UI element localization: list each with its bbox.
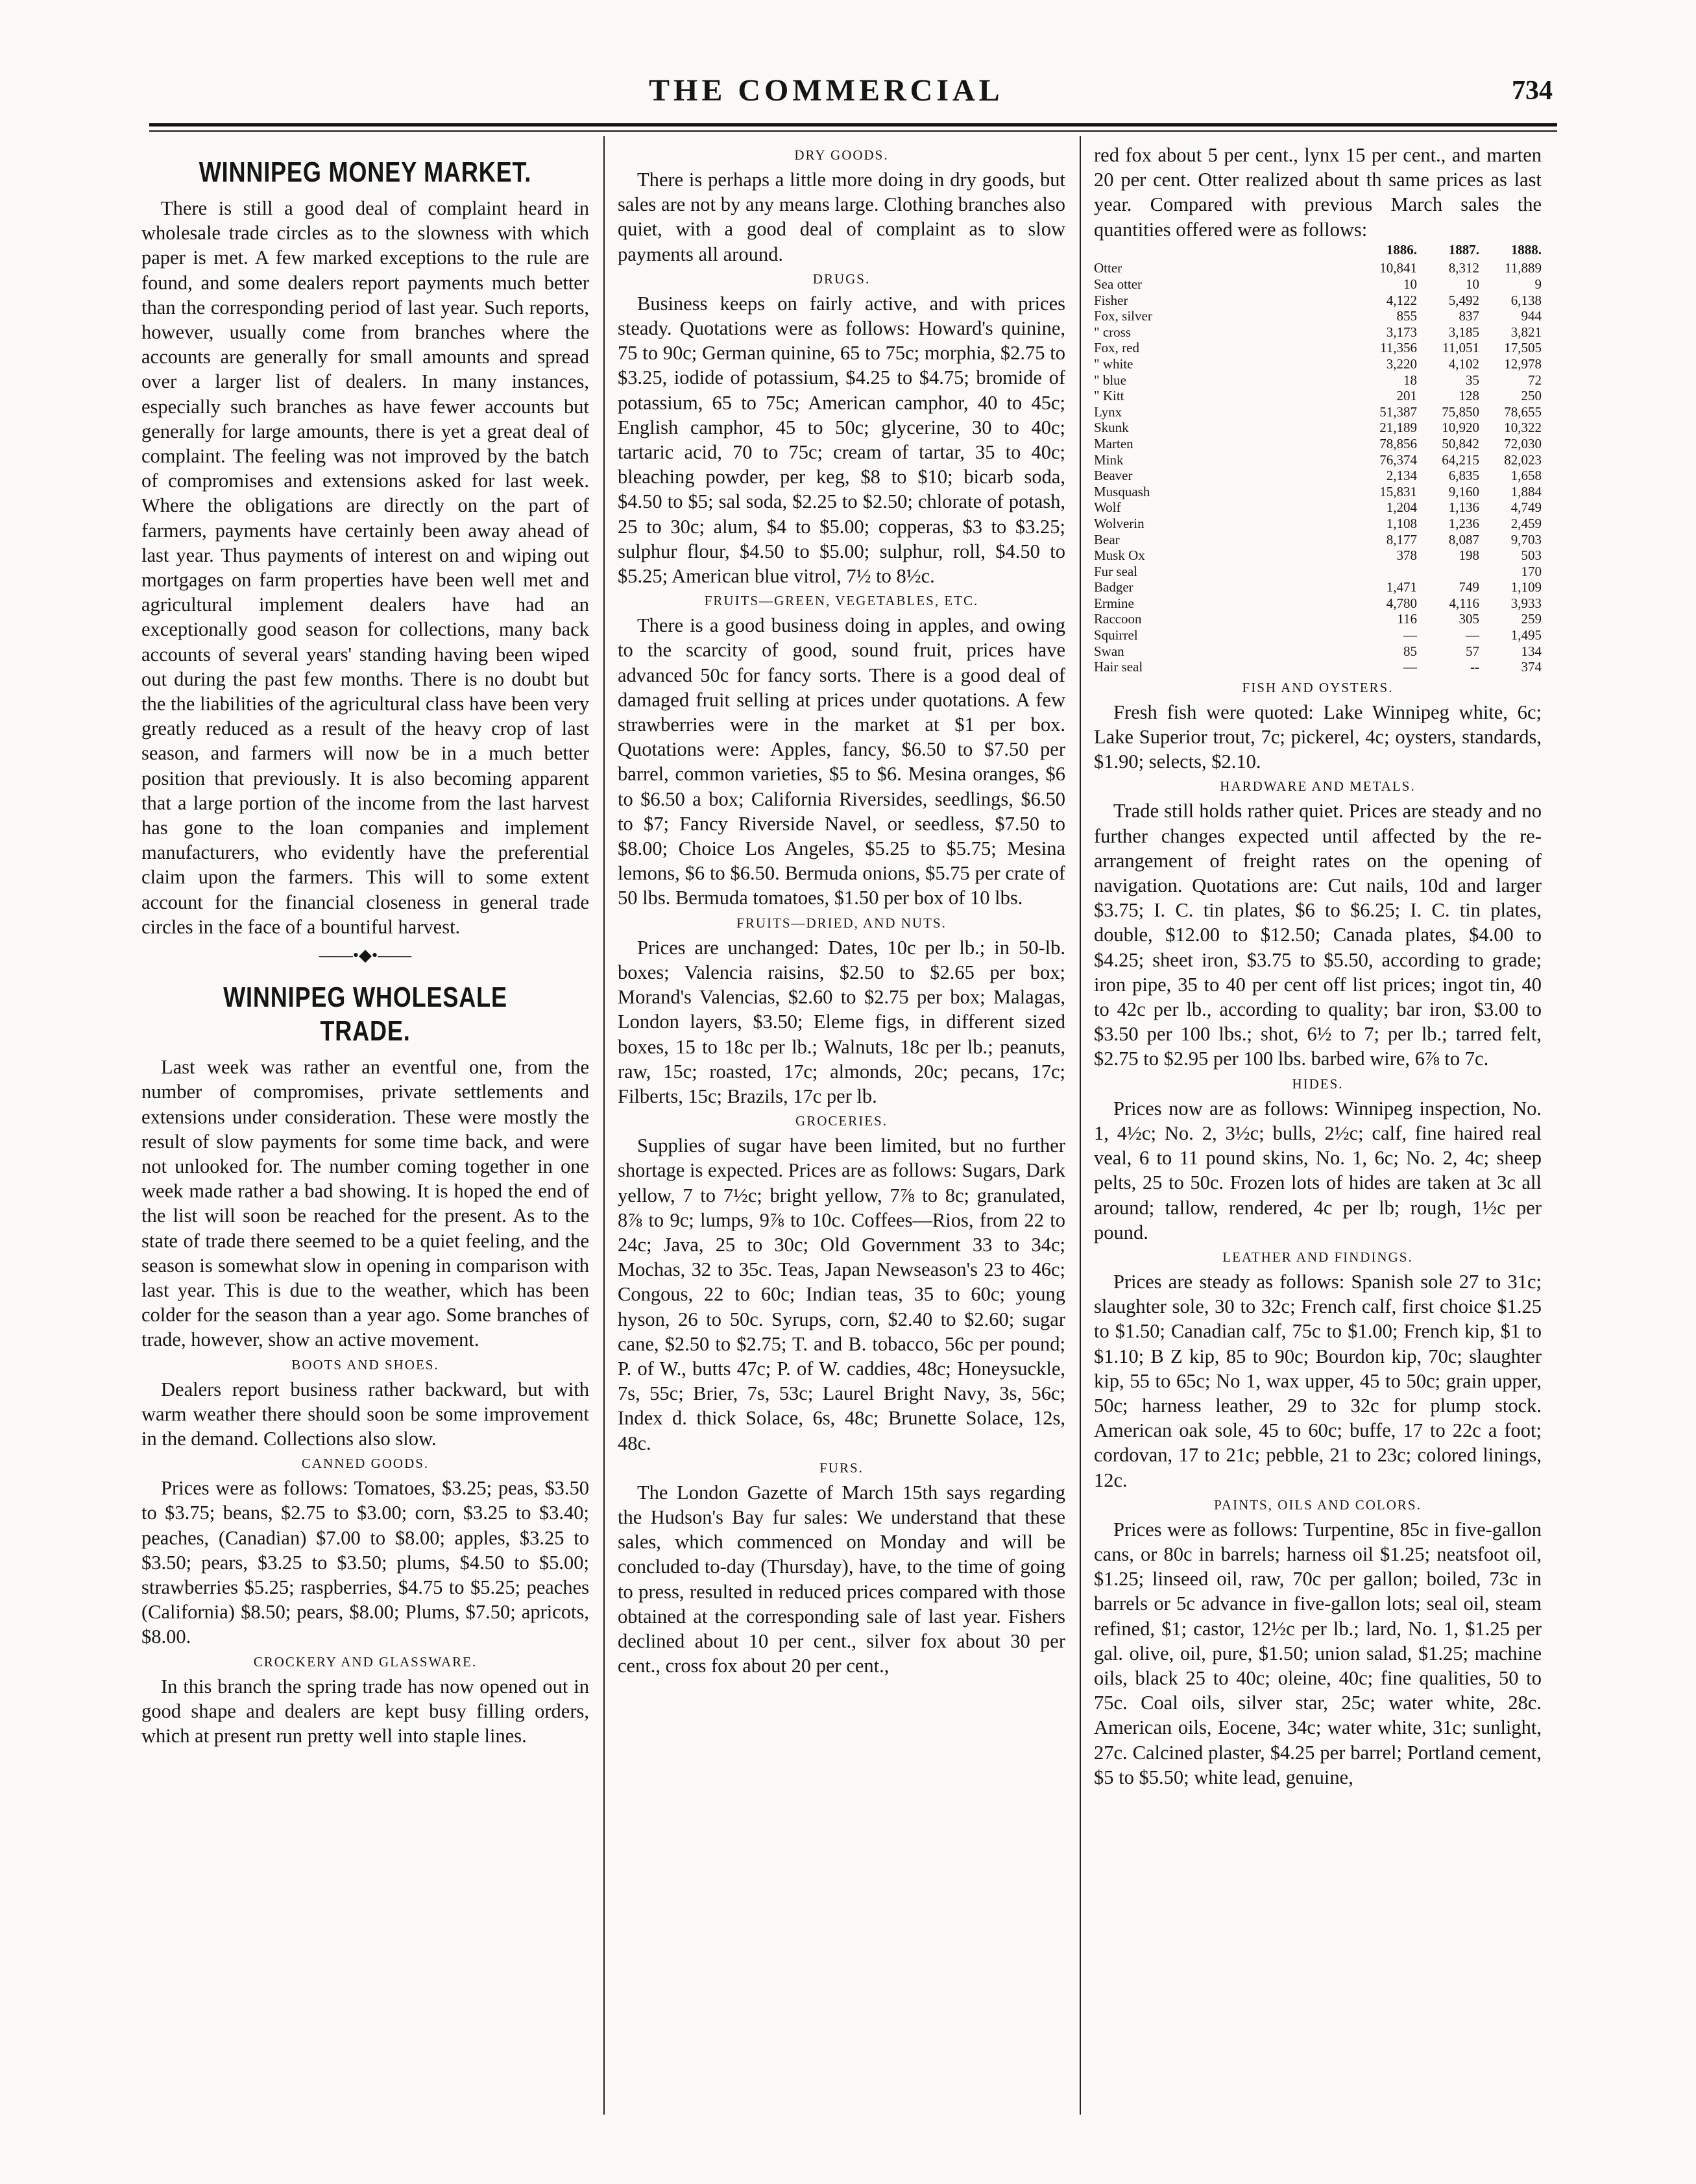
fur-count: 1,495 [1510,627,1542,643]
fur-table-row [1094,468,1542,484]
dry-goods-heading: DRY GOODS. [794,147,889,163]
fur-count: 9,703 [1510,531,1542,547]
money-market-text: There is still a good deal of complaint heard in wholesale trade circles as to the slowness with which paper is met. A few marked exceptions to the rule are found, and some dealers report payments much better than the corresponding period of last year. Such reports, however, usually come from branches where the accounts are generally for small amounts and spread over a larger list of dealers. In many instances, especially such branches as have fewer accounts but generally for large amounts, there is yet a great deal of complaint. The feeling was not improved by the batch of compromises and extensions asked for last week. Where the obligations are directly on the part of farmers, payments have certainly been away ahead of last year. Thus payments of interest on and wiping out mortgages on farm properties have been well met and agricultural implement dealers have had an exceptionally good season for collections, many back accounts of several years' standing having been wiped out during the past few months. There is no doubt but the the liabilities of the agricultural class have been very greatly reduced as a result of the heavy crop of last season, and farmers will now be in a much better position that previously. It is also becoming apparent that a large portion of the income from the last harvest has gone to the loan companies and implement manufacturers, who evidently have the preferential claim upon the farmers. This will to some extent account for the financial closeness in general trade circles in the face of a bountiful harvest. [141,197,589,938]
fur-table-row [1094,293,1542,309]
fur-name: Hair seal [1094,659,1143,675]
fur-count: — [1466,627,1479,643]
fur-count: 76,374 [1379,451,1417,468]
fur-count: 134 [1521,643,1542,659]
fur-name: Musk Ox [1094,547,1145,564]
fur-count: 21,189 [1379,420,1417,436]
fur-name: " blue [1094,372,1126,388]
fur-name: Swan [1094,643,1124,659]
fur-name: Otter [1094,260,1122,276]
wholesale-trade-text: Last week was rather an eventful one, from the number of compromises, private settlements and extensions under consideration. These were mostly the result of slow payments for some time back, and were not unlooked for. The number coming together in one week made rather a bad showing. It is hoped the end of the list will soon be reached for the present. As to the state of trade there seemed to be a quiet feeling, and the season is somewhat slow in opening in comparison with last year. This is due to the weather, which has been colder for the season than a year ago. Some branches of trade, however, show an active movement. [141,1056,589,1351]
fur-count: 1,136 [1448,499,1479,516]
groceries-text: Supplies of sugar have been limited, but no further shortage is expected. Prices are as follows: Sugars, Dark yellow, 7 to 7½c; bright yellow, 7⅞ to 8c; granulated, 8⅞ to 9c; lumps, 9⅞ to 10c. Coffees—Rios, from 22 to 24c; Java, 25 to 30c; Old Government 33 to 34c; Mochas, 32 to 35c. Teas, Japan Newseason's 23 to 46c; Congous, 22 to 60c; Indian teas, 35 to 60c; young hyson, 26 to 50c. Syrups, corn, $2.40 to $2.60; sugar cane, $2.50 to $2.75; T. and B. tobacco, 56c per pound; P. of W., butts 47c; P. of W. caddies, 48c; Honeysuckle, 7s, 55c; Brier, 7s, 53c; Laurel Bright Navy, 3s, 56c; Index d. thick Solace, 6s, 48c; Brunette Solace, 12s, 48c. [618,1134,1065,1454]
fur-count: 72,030 [1504,435,1542,451]
fur-count: 4,122 [1386,292,1417,308]
fur-count: 5,492 [1448,292,1479,308]
fur-count [1417,564,1479,580]
leather-heading: LEATHER AND FINDINGS. [1222,1249,1413,1265]
fur-count: 749 [1459,579,1479,595]
fur-table-row [1094,308,1542,324]
column-divider [1080,136,1081,2115]
fur-name: Marten [1094,435,1133,451]
fur-name: Ermine [1094,595,1134,611]
fur-count: 128 [1459,388,1479,404]
fur-count: 6,835 [1448,468,1479,484]
fur-name: Lynx [1094,403,1122,420]
paints-text: Prices were as follows: Turpentine, 85c in five-gallon cans, or 80c in barrels; harness oil $1.25; neatsfoot oil, $1.25; linseed oil, raw, 70c per gallon; boiled, 73c in barrels or 5c advance in five-gallon lots; seal oil, steam refined, $1; castor, 12½c per lb.; lard, No. 1, $1.25 per gal. olive, oil, pure, $1.50; union salad, $1.25; machine oils, black 25 to 40c; oleine, 40c; fine qualities, 50 to 75c. Coal oils, silver star, 25c; water white, 28c. American oils, Eocene, 34c; water white, 31c; sunlight, 27c. Calcined plaster, $4.25 per barrel; Portland cement, $5 to $5.50; white lead, genuine, [1094,1518,1542,1788]
fur-name: Fur seal [1094,563,1138,579]
fur-count: 9 [1534,276,1542,292]
fur-count: 116 [1397,611,1417,627]
wholesale-trade-heading: WINNIPEG WHOLESALE TRADE. [223,981,507,1048]
fur-count: 259 [1521,611,1542,627]
fur-table-row [1094,643,1542,660]
fur-table-row [1094,388,1542,404]
fur-count: 10 [1403,276,1417,292]
fur-sales-table [1094,242,1542,675]
fur-count: 10,841 [1379,260,1417,276]
fur-count: 75,850 [1442,403,1479,420]
fur-name: " white [1094,355,1133,372]
fur-count: 15,831 [1379,483,1417,499]
fur-table-row [1094,516,1542,532]
fur-count: 374 [1521,659,1542,675]
fur-count: 9,160 [1448,483,1479,499]
fur-table-row [1094,611,1542,627]
fur-count [1355,564,1417,580]
drugs-heading: DRUGS. [812,270,871,287]
fur-count: 50,842 [1442,435,1479,451]
fur-count: 18 [1403,372,1417,388]
furs-continued-text: red fox about 5 per cent., lynx 15 per cent., and marten 20 per cent. Otter realized about th same prices as last year. Compared with previous March sales the quantities offered were as follows: [1094,144,1542,241]
fur-count: — [1403,627,1417,643]
year-header: 1888. [1510,241,1542,258]
fur-table-row [1094,547,1542,564]
fur-name: Wolverin [1094,515,1145,531]
fur-count: 198 [1459,547,1479,564]
leather-text: Prices are steady as follows: Spanish sole 27 to 31c; slaughter sole, 30 to 32c; French calf, first choice $1.25 to $1.50; Canadian calf, 75c to $1.00; French kip, $1 to $1.10; B Z kip, 85 to 90c; Bourdon kip, 70c; slaughter kip, 55 to 65c; No 1, wax upper, 45 to 50c; grain upper, 50c; harness leather, 29 to 32c for plump stock. American oak sole, 45 to 60c; buffe, 17 to 22c a foot; cordovan, 17 to 21c; pebble, 21 to 23c; colored linings, 12c. [1094,1270,1542,1491]
fur-count: 10 [1466,276,1479,292]
column-divider [603,136,605,2115]
fur-count: 1,471 [1386,579,1417,595]
fur-count: 1,658 [1510,468,1542,484]
fruits-dried-heading: FRUITS—DRIED, AND NUTS. [736,915,947,931]
fur-count: 57 [1466,643,1479,659]
fur-table-row [1094,260,1542,276]
fur-table-row [1094,340,1542,356]
fur-name: Skunk [1094,420,1129,436]
fur-table-row [1094,564,1542,580]
fish-oysters-text: Fresh fish were quoted: Lake Winnipeg white, 6c; Lake Superior trout, 7c; pickerel, 4c; oysters, standards, $1.90; selects, $2.10. [1094,701,1542,773]
fur-table-body [1094,260,1542,675]
fur-count: 85 [1403,643,1417,659]
fur-count: 3,173 [1386,324,1417,340]
paints-heading: PAINTS, OILS AND COLORS. [1214,1496,1422,1513]
masthead-title: THE COMMERCIAL [649,73,1004,108]
fur-table-row [1094,276,1542,293]
fur-table-row [1094,595,1542,612]
fur-count: 4,780 [1386,595,1417,611]
fur-table-row [1094,579,1542,595]
fur-table-row [1094,436,1542,452]
fur-table-header-row [1094,242,1542,261]
fur-table-row [1094,356,1542,372]
fur-count: 305 [1459,611,1479,627]
fur-table-row [1094,452,1542,468]
fur-count: 4,749 [1510,499,1542,516]
fur-name: Raccoon [1094,611,1142,627]
fur-count: 4,116 [1449,595,1479,611]
fur-count: 1,108 [1386,515,1417,531]
crockery-text: In this branch the spring trade has now opened out in good shape and dealers are kept busy filling orders, which at present run pretty well into staple lines. [141,1675,589,1747]
fur-name: " Kitt [1094,388,1124,404]
fur-count: 3,185 [1448,324,1479,340]
fur-name: " cross [1094,324,1131,340]
fur-name: Badger [1094,579,1133,595]
fur-count: 378 [1396,547,1417,564]
fur-count: 72 [1528,372,1542,388]
fur-table-row [1094,372,1542,389]
fur-count: — [1403,659,1417,675]
fur-count: 10,322 [1504,420,1542,436]
fur-count: 78,856 [1379,435,1417,451]
fur-count: 10,920 [1442,420,1479,436]
column-3 [1094,143,1542,2128]
fur-count: 6,138 [1510,292,1542,308]
fur-count: 250 [1521,388,1542,404]
fur-count: 51,387 [1379,403,1417,420]
fur-count: 1,109 [1510,579,1542,595]
fur-count: 11,356 [1380,340,1417,356]
fur-count: 11,051 [1442,340,1479,356]
hardware-text: Trade still holds rather quiet. Prices are steady and no further changes expected until affected by the re-arrangement of freight rates on the opening of navigation. Quotations are: Cut nails, 10d and larger $3.75; I. C. tin plates, $6 to $6.25; I. C. tin plates, double, $12.00 to $12.50; Canada plates, $4.00 to $4.25; sheet iron, $3.75 to $5.50, according to grade; iron pipe, 35 to 40 per cent off list prices; ingot tin, 40 to 42c per lb., according to quality; bar iron, $3.00 to $3.50 per 100 lbs.; shot, 6½ to 7; per lb.; tarred felt, $2.75 to $2.95 per 100 lbs. barbed wire, 6⅞ to 7c. [1094,800,1542,1070]
fur-name: Fox, silver [1094,308,1152,324]
fur-count: 1,204 [1386,499,1417,516]
fruits-green-heading: FRUITS—GREEN, VEGETABLES, ETC. [704,593,979,609]
canned-goods-text: Prices were as follows: Tomatoes, $3.25; peas, $3.50 to $3.75; beans, $2.75 to $3.00; corn, $3.25 to $3.40; peaches, (Canadian) $7.00 to $8.00; apples, $3.25 to $3.50; pears, $3.25 to $3.50; plums, $4.50 to $5.00; strawberries $5.25; raspberries, $4.75 to $5.25; peaches (California) $8.50; pears, $8.00; Plums, $7.50; apricots, $8.00. [141,1477,589,1648]
fur-table-row [1094,499,1542,516]
hides-heading: HIDES. [1292,1075,1344,1092]
fur-count: 837 [1459,308,1479,324]
section-ornament: ——•◆•—— [319,946,412,965]
fruits-green-text: There is a good business doing in apples, and owing to the scarcity of good, sound fruit, prices have advanced 50c for fancy sorts. There is a good deal of damaged fruit selling at prices under quotations. A few strawberries were in the market at $1 per box. Quotations were: Apples, fancy, $6.50 to $7.50 per barrel, common varieties, $5 to $6. Mesina oranges, $6 to $6.50 a box; California Riversides, seedlings, $6.50 to $7; Fancy Riverside Navel, or seedless, $7.50 to $8.00; Choice Los Angeles, $5.25 to $5.75; Mesina lemons, $6 to $6.50. Bermuda onions, $5.75 per crate of 50 lbs. Bermuda tomatoes, $1.50 per box of 10 lbs. [618,614,1065,909]
fur-count: 8,312 [1448,260,1479,276]
year-header: 1886. [1386,241,1417,258]
hides-text: Prices now are as follows: Winnipeg inspection, No. 1, 4½c; No. 2, 3½c; bulls, 2½c; calf, fine haired real veal, 6 to 11 pound skins, No. 1, 6c; No. 2, 4c; sheep pelts, 25 to 50c. Frozen lots of hides are taken at 3c all around; tallow, rendered, 4c per lb; rough, 1½c per pound. [1094,1097,1542,1243]
fur-name: Wolf [1094,499,1121,516]
fur-name: Squirrel [1094,627,1138,643]
furs-heading: FURS. [819,1459,864,1476]
fur-count: 1,236 [1448,515,1479,531]
fur-count: 855 [1396,308,1417,324]
page-number: 734 [1512,76,1553,106]
column-1 [141,143,589,2128]
fur-count: 3,220 [1386,355,1417,372]
fur-table-row [1094,404,1542,420]
fur-count: 11,889 [1505,260,1542,276]
fur-count: 8,087 [1448,531,1479,547]
fur-count: 35 [1466,372,1479,388]
hardware-heading: HARDWARE AND METALS. [1220,778,1416,795]
fruits-dried-text: Prices are unchanged: Dates, 10c per lb.; in 50-lb. boxes; Valencia raisins, $2.50 to $2.65 per box; Morand's Valencias, $2.60 to $2.75 per box; Malagas, London layers, $3.50; Eleme figs, in different sized boxes, 15 to 18c per lb.; Walnuts, 18c per lb.; peanuts, raw, 15c; roasted, 17c; almonds, 20c; pecans, 17c; Filberts, 15c; Brazils, 17c per lb. [618,936,1065,1107]
furs-text: The London Gazette of March 15th says regarding the Hudson's Bay fur sales: We understand that these sales, which commenced on Monday and will be concluded to-day (Thursday), have, to the time of going to press, resulted in reduced prices compared with those obtained at the corresponding sale of last year. Fishers declined about 10 per cent., silver fox about 30 per cent., cross fox about 20 per cent., [618,1481,1065,1677]
fur-count: 3,933 [1510,595,1542,611]
fur-name: Musquash [1094,483,1150,499]
fur-count: 1,884 [1510,483,1542,499]
year-header: 1887. [1448,241,1479,258]
fur-table-row [1094,627,1542,643]
fur-table-row [1094,659,1542,675]
fur-count: 201 [1396,388,1417,404]
fur-name: Mink [1094,451,1124,468]
crockery-heading: CROCKERY AND GLASSWARE. [253,1653,478,1670]
fur-table-row [1094,532,1542,548]
fur-count: 64,215 [1442,451,1479,468]
fur-name: Bear [1094,531,1120,547]
fur-count: 12,978 [1504,355,1542,372]
column-2 [618,143,1065,2128]
fur-name: Fox, red [1094,340,1139,356]
fur-count: 78,655 [1504,403,1542,420]
fur-count: 82,023 [1504,451,1542,468]
fur-count: 503 [1521,547,1542,564]
fur-table-row [1094,324,1542,341]
fur-count: 4,102 [1448,355,1479,372]
fur-count: 944 [1521,308,1542,324]
fur-count: 2,134 [1386,468,1417,484]
fish-oysters-heading: FISH AND OYSTERS. [1242,679,1394,695]
fur-name: Fisher [1094,292,1128,308]
fur-name: Beaver [1094,468,1133,484]
drugs-text: Business keeps on fairly active, and with prices steady. Quotations were as follows: Howard's quinine, 75 to 90c; German quinine, 65 to 75c; morphia, $2.75 to $3.25, iodide of potassium, $4.25 to $4.75; bromide of potassium, 65 to 75c; American camphor, 40 to 45c; English camphor, 45 to 50c; glycerine, 30 to 40c; tartaric acid, 70 to 75c; cream of tartar, 35 to 40c; bleaching powder, per keg, $8 to $10; bicarb soda, $4.50 to $5; sal soda, $2.25 to $2.50; chlorate of potash, 25 to 30c; alum, $4 to $5.00; copperas, $3 to $3.25; sulphur flour, $4.50 to $5.00; sulphur, roll, $4.50 to $5.25; American blue vitrol, 7½ to 8½c. [618,292,1065,588]
fur-count: 17,505 [1504,340,1542,356]
fur-count: -- [1470,659,1479,675]
fur-name: Sea otter [1094,276,1143,292]
boots-shoes-heading: BOOTS AND SHOES. [291,1356,439,1373]
boots-shoes-text: Dealers report business rather backward, but with warm weather there should soon be some improvement in the demand. Collections also slow. [141,1378,589,1450]
fur-table-row [1094,420,1542,436]
fur-count: 2,459 [1510,515,1542,531]
fur-count: 8,177 [1386,531,1417,547]
groceries-heading: GROCERIES. [795,1113,888,1129]
fur-table-row [1094,484,1542,500]
canned-goods-heading: CANNED GOODS. [301,1456,430,1472]
masthead-rule [149,123,1557,132]
fur-count: 3,821 [1510,324,1542,340]
fur-count: 170 [1521,563,1542,579]
dry-goods-text: There is perhaps a little more doing in dry goods, but sales are not by any means large. Clothing branches also quiet, with a good deal of complaint as to slow payments all around. [618,169,1065,265]
money-market-heading: WINNIPEG MONEY MARKET. [199,156,532,188]
